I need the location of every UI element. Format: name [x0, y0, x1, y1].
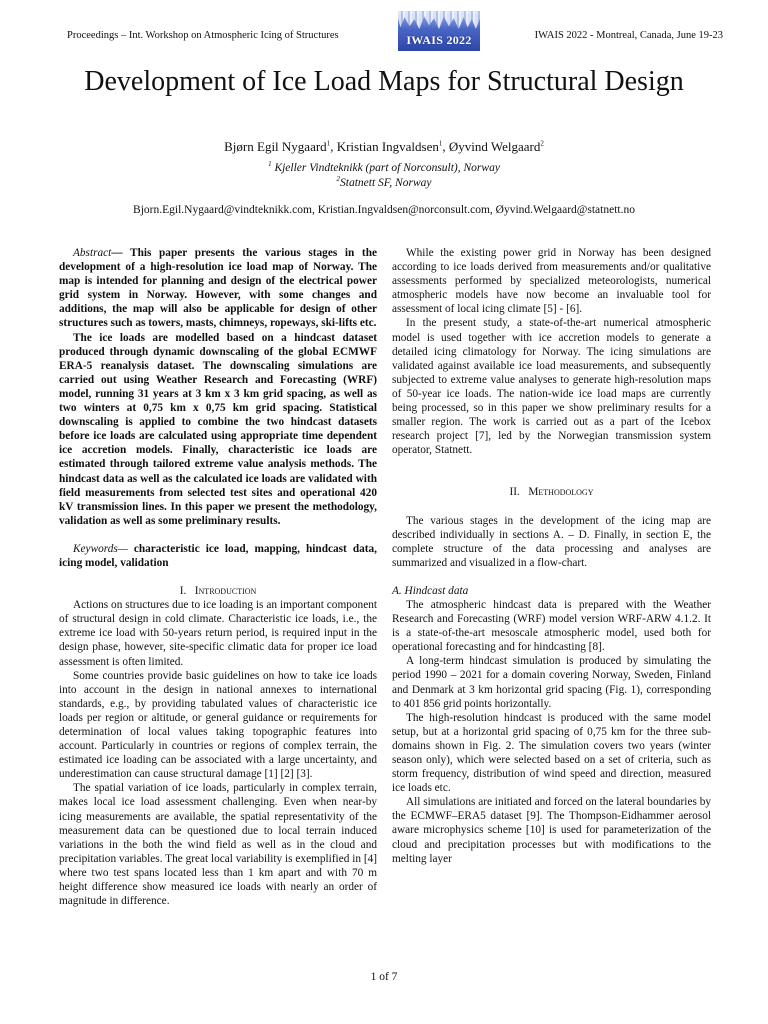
keywords-label: Keywords [73, 542, 118, 555]
author-separator: , [442, 139, 449, 154]
affiliation-marker: 1 [268, 160, 272, 169]
author-affil-marker: 2 [540, 139, 544, 148]
abstract-text: This paper presents the various stages in the development of a high-resolution ice load map of Norway. The map is intended for planning and design of the electrical power grid system in Norway. However, with some changes and additions, the map will also be applicable for design of other structures such as towers, masts, chimneys, ropeways, ski-lifts etc. [59, 247, 377, 330]
affiliation-marker: 2 [336, 175, 340, 184]
body-paragraph: A long-term hindcast simulation is produced by simulating the period 1990 – 2021 for a domain covering Norway, Sweden, Finland and Denmark at 3 km horizontal grid spacing (Fig. 1), corresponding to 401 856 grid points horizontally. [392, 655, 711, 710]
running-header-right: IWAIS 2022 - Montreal, Canada, June 19-23 [534, 30, 723, 41]
section-number: I. [179, 585, 187, 598]
section-heading-methodology [392, 485, 711, 499]
affiliation-text: Kjeller Vindteknikk (part of Norconsult), Norway [274, 162, 500, 174]
affiliation-text: Statnett SF, Norway [340, 177, 432, 189]
body-paragraph: In the present study, a state-of-the-art numerical atmospheric model is used together with ice accretion models to generate a detailed icing climatology for Norway. The icing simulations are validated against available ice load measurements, and subsequently subjected to extreme value analyses to generate high-resolution maps of 50-year ice loads. The nation-wide ice load maps are currently being processed, so in this paper we show preliminary results for a smaller region. The work is carried out as a part of the Icebox research project [7], led by the Norwegian transmission system operator, Statnett. [392, 317, 711, 457]
affiliation [0, 177, 768, 189]
page-number: 1 of 7 [370, 971, 398, 983]
author-separator: , [330, 139, 337, 154]
abstract-paragraph [59, 246, 377, 331]
paper-title: Development of Ice Load Maps for Structural Design [84, 66, 684, 97]
author-name: Øyvind Welgaard [448, 139, 541, 154]
body-paragraph: The various stages in the development of the icing map are described individually in sections A. – D. Finally, in section E, the complete structure of the data processing and analyses are summarized and visualized in a flow-chart. [392, 514, 711, 569]
abstract-dash: — [111, 247, 131, 259]
section-number: II. [509, 486, 520, 499]
body-paragraph: Actions on structures due to ice loading is an important component of structural design in cold climate. Characteristic ice loads, i.e., the extreme ice load with 50-years return period, is required input in the design phase, however, site-specific climatic data for proper ice load assessment is often limited. [59, 599, 377, 668]
icicle-graphic [398, 11, 480, 29]
author-name: Bjørn Egil Nygaard [224, 139, 327, 154]
section-title: Methodology [528, 486, 594, 499]
author-list [0, 139, 768, 155]
keywords [59, 542, 377, 570]
subsection-heading-hindcast: A. Hindcast data [392, 584, 469, 597]
body-paragraph: Some countries provide basic guidelines on how to take ice loads into account in the design in national annexes to international standards, e.g., by providing tabulated values of characteristic ice loads per region or altitude, or general guidance or requirements for determination of local values taking topographic features into account. Particularly in countries or regions of complex terrain, the estimated ice loading can be associated with a large uncertainty, and underestimation can cause structural damage [1] [2] [3]. [59, 669, 377, 781]
author-name: Kristian Ingvaldsen [336, 139, 439, 154]
iwais-logo [398, 11, 480, 51]
author-emails: Bjorn.Egil.Nygaard@vindteknikk.com, Kristian.Ingvaldsen@norconsult.com, Øyvind.Welgaard@statnett.no [133, 204, 635, 216]
body-paragraph: While the existing power grid in Norway has been designed according to ice loads derived from measurements and/or qualitative assessments performed by specialized meteorologists, numerical atmospheric models have now become an invaluable tool for assessment of local icing climate [5] - [6]. [392, 247, 711, 316]
body-paragraph: The atmospheric hindcast data is prepared with the Weather Research and Forecasting (WRF) model version WRF-ARW 4.1.2. It is a state-of-the-art mesoscale atmospheric model, used both for operational forecasting and for hindcasting [8]. [392, 598, 711, 654]
right-column [392, 246, 711, 866]
body-paragraph: The high-resolution hindcast is produced with the same model setup, but at a horizontal grid spacing of 0,75 km for the three sub-domains shown in Fig. 2. The simulation covers two years (winter season only), which were selected based on a set of criteria, such as storm frequency, distribution of wind speed and direction, measured ice loads etc. [392, 711, 711, 795]
author-affil-marker: 1 [326, 139, 331, 148]
keywords-dash: — [117, 542, 134, 555]
running-header-left: Proceedings – Int. Workshop on Atmospheric Icing of Structures [67, 30, 339, 41]
author-affil-marker: 1 [438, 139, 443, 148]
keywords-text: characteristic ice load, mapping, hindcast data, icing model, validation [59, 542, 377, 569]
abstract-paragraph: The ice loads are modelled based on a hindcast dataset produced through dynamic downscaling of the global ECMWF ERA-5 reanalysis dataset. The downscaling simulations are carried out using Weather Research and Forecasting (WRF) model, running 31 years at 3 km x 3 km grid spacing, as well as two winters at 0,75 km x 0,75 km grid spacing. Statistical downscaling is applied to combine the two hindcast datasets before ice loads are calculated using appropriate time dependent ice accretion models. Finally, characteristic ice loads are estimated through tailored extreme value analysis methods. The hindcast data as well as the calculated ice loads are validated with field measurements from selected test sites and operational 420 kV transmission lines. In this paper we present the methodology, validation as well as some preliminary results. [59, 331, 377, 527]
left-column [59, 246, 377, 908]
affiliation [0, 162, 768, 174]
section-heading-introduction [59, 584, 377, 598]
body-paragraph: All simulations are initiated and forced on the lateral boundaries by the ECMWF–ERA5 dataset [9]. The Thompson-Eidhammer aerosol aware microphysics scheme [10] is used for parameterization of the cloud and precipitation processes but with modifications to the melting layer [392, 796, 711, 865]
abstract-label: Abstract [73, 247, 112, 259]
section-title: Introduction [194, 585, 257, 598]
logo-text: IWAIS 2022 [406, 33, 472, 47]
body-paragraph: The spatial variation of ice loads, particularly in complex terrain, makes local ice load assessment challenging. Even when near-by icing measurements are available, the spatial representativity of the measurement data can be questioned due to local terrain induced variations in the both the wind field as well as in the cloud and precipitation variables. The great local variability is exemplified in [4] where two test spans located less than 1 km apart and with 70 m height difference show measured ice loads with nearly an order of magnitude in difference. [59, 782, 377, 908]
